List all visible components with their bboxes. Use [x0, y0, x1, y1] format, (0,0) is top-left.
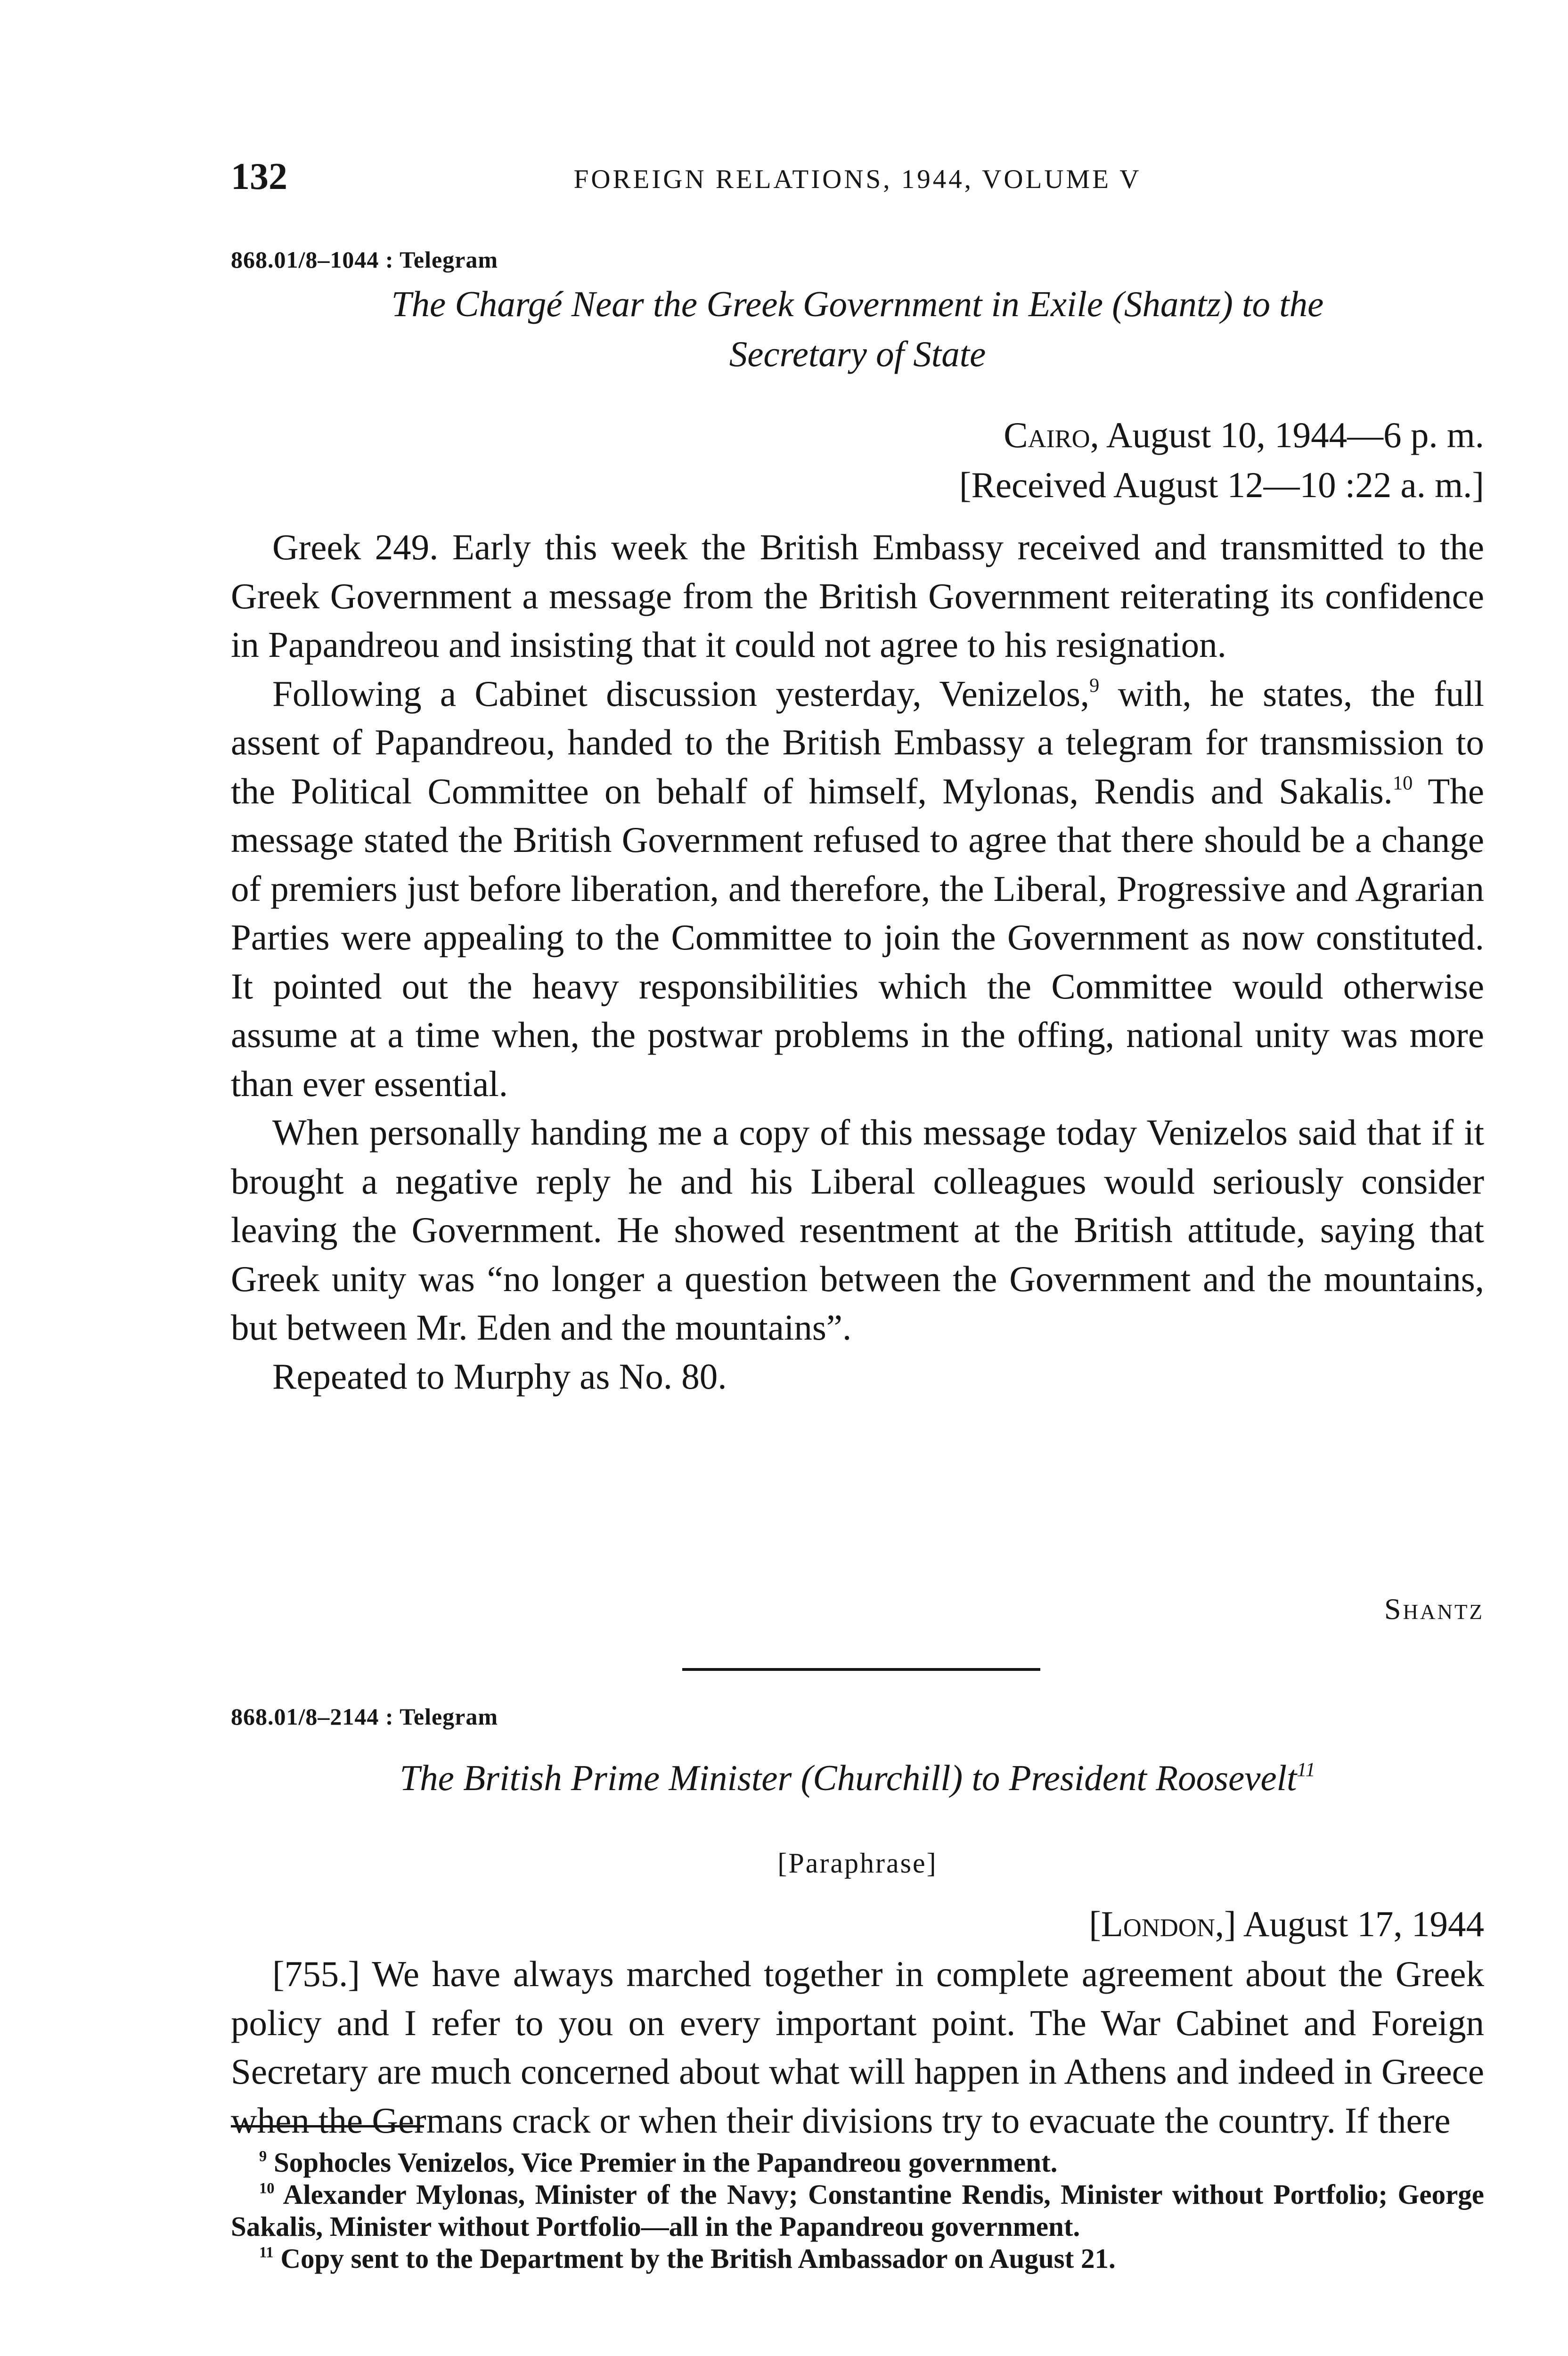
body-paragraph: When personally handing me a copy of this message today Venizelos said that if it brought a negative reply he and his Liberal colleagues would seriously consider leaving the Government. He showed resentment at the British attitude, saying that Greek unity was “no longer a question between the Government and the mountains, but between Mr. Eden and the mountains”.	[231, 1112, 1484, 1348]
footnote-mark: 10	[259, 2180, 275, 2197]
dateline-sent	[231, 410, 1484, 460]
telegram-body	[231, 523, 1484, 1401]
footnote: $^{11}$ Copy sent to the Department by the British Ambassador on August 21.	[259, 2243, 1116, 2274]
document-title	[231, 279, 1484, 379]
footnote-ref[interactable]: 11	[1297, 1759, 1315, 1781]
dateline: [London,] August 17, 1944	[1089, 1904, 1484, 1944]
dateline-time: , August 10, 1944—6 p. m.	[1090, 415, 1484, 455]
footnote-mark: 11	[259, 2244, 274, 2261]
footnote-ref[interactable]: 10	[1392, 771, 1413, 794]
dateline-place: London	[1101, 1904, 1215, 1944]
section-divider	[682, 1668, 1040, 1671]
body-paragraph: Repeated to Murphy as No. 80.	[272, 1356, 727, 1397]
body-paragraph: Following a Cabinet discussion yesterday, Venizelos,$^9$ with, he states, the full assent of Papandreou, handed to the British Embassy a telegram for transmission to the Political Committee on behalf of himself, Mylonas, Rendis and Sakalis.$^{10}$ The message stated the British Government refused to agree that there should be a change of premiers just before liberation, and therefore, the Liberal, Progressive and Agrarian Parties were appealing to the Committee to join the Government as now constituted. It pointed out the heavy responsibilities which the Committee would otherwise assume at a time when, the postwar problems in the offing, national unity was more than ever essential.	[231, 673, 1484, 1104]
footnote-ref[interactable]: 9	[1089, 674, 1100, 696]
footnote-rule	[231, 2125, 424, 2127]
footnote-mark: 9	[259, 2148, 267, 2165]
telegram-body	[231, 1950, 1484, 2145]
document-title-line: The Chargé Near the Greek Government in Exile (Shantz) to the	[391, 284, 1324, 324]
body-paragraph: Greek 249. Early this week the British Embassy received and transmitted to the Greek Government a message from the British Government reiterating its confidence in Papandreou and insisting that it could not agree to his resignation.	[231, 527, 1484, 665]
body-paragraph: [755.] We have always marched together in complete agreement about the Greek policy and I refer to you on every important point. The War Cabinet and Foreign Secretary are much concerned about what will happen in Athens and indeed in Greece when the Germans crack or when their divisions try to evacuate the country. If there	[231, 1954, 1484, 2141]
page-header	[231, 155, 1484, 207]
footnotes	[231, 2146, 1484, 2274]
dateline-received: [Received August 12—10 :22 a. m.]	[959, 465, 1484, 505]
document-reference: 868.01/8–2144 : Telegram	[231, 1703, 498, 1730]
document-reference: 868.01/8–1044 : Telegram	[231, 246, 498, 273]
signature: Shantz	[1384, 1592, 1484, 1626]
footnote: $^9$ Sophocles Venizelos, Vice Premier in the Papandreou government.	[259, 2147, 1058, 2178]
page-number: 132	[231, 156, 287, 197]
dateline-time: ,] August 17, 1944	[1215, 1904, 1484, 1944]
document-title-line: Secretary of State	[729, 334, 986, 374]
document-title: The British Prime Minister (Churchill) to President Roosevelt$^{11}$	[400, 1758, 1315, 1798]
running-title: FOREIGN RELATIONS, 1944, VOLUME V	[573, 164, 1142, 194]
paraphrase-note: [Paraphrase]	[777, 1848, 938, 1879]
footnote: $^{10}$ Alexander Mylonas, Minister of the Navy; Constantine Rendis, Minister without Portfolio; George Sakalis, Minister without Portfolio—all in the Papandreou government.	[231, 2179, 1484, 2242]
dateline-place: Cairo	[1004, 415, 1090, 455]
dateline	[231, 410, 1484, 510]
